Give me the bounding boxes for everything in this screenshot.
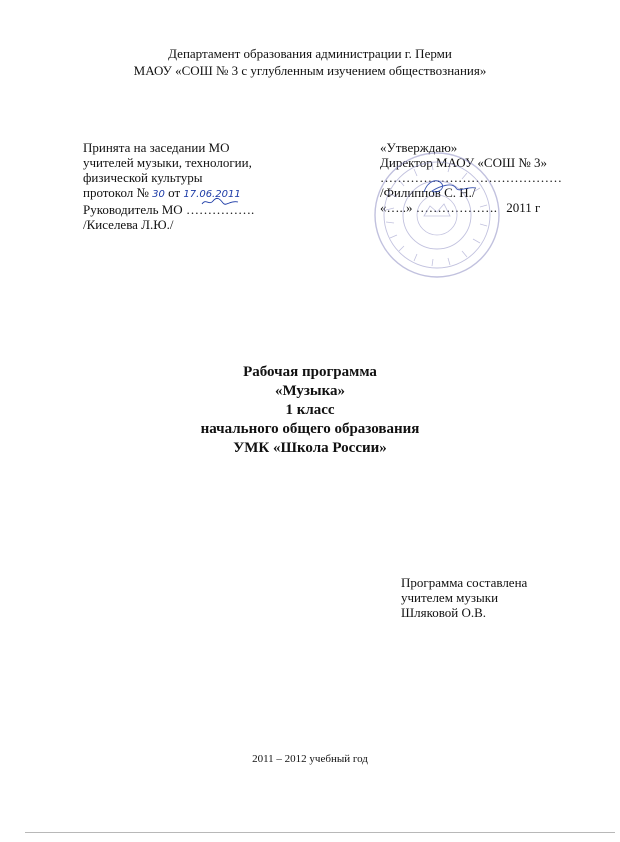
approve-label: «Утверждаю» [380,140,458,155]
title-line-3: 1 класс [285,402,335,418]
physical-culture-line: физической культуры [83,170,203,185]
head-signature-dots: ……………. [185,202,255,217]
approval-date: «…..» ………………. [380,200,497,215]
protocol-line [83,185,313,202]
program-title [0,363,620,458]
director-position: Директор МАОУ «СОШ № 3» [380,155,547,170]
director-signature-line: …………………………………… [380,170,562,185]
protocol-number: 30 [152,189,165,200]
director-name: /Филиппов С. Н./ [380,185,476,200]
academic-year: 2011 – 2012 учебный год [252,753,368,765]
school-stamp [372,150,502,280]
teachers-line: учителей музыки, технологии, [83,155,252,170]
author-line-3: Шляковой О.В. [401,605,487,620]
accepted-line: Принята на заседании МО [83,140,230,155]
protocol-from: от [168,185,181,200]
title-line-5: УМК «Школа России» [233,440,387,456]
head-name: /Киселева Л.Ю./ [83,217,174,232]
document-header [0,45,620,79]
author-line-2: учителем музыки [401,590,499,605]
head-line [83,202,313,217]
title-line-4: начального общего образования [200,421,420,437]
title-line-2: «Музыка» [274,383,346,399]
author-block [401,575,527,620]
approval-left-block [83,140,313,232]
protocol-date: 17.06.2011 [183,189,241,200]
head-signature [200,196,240,208]
title-line-1: Рабочая программа [243,364,377,380]
head-label: Руководитель МО [83,202,183,217]
department-name: Департамент образования администрации г. Перми [168,46,452,61]
director-signature [420,176,480,200]
approval-year: 2011 г [506,200,541,215]
protocol-label: протокол № [83,185,149,200]
author-line-1: Программа составлена [401,575,528,590]
school-name: МАОУ «СОШ № 3 с углубленным изучением обществознания» [133,63,487,78]
scan-edge-line [25,832,615,833]
